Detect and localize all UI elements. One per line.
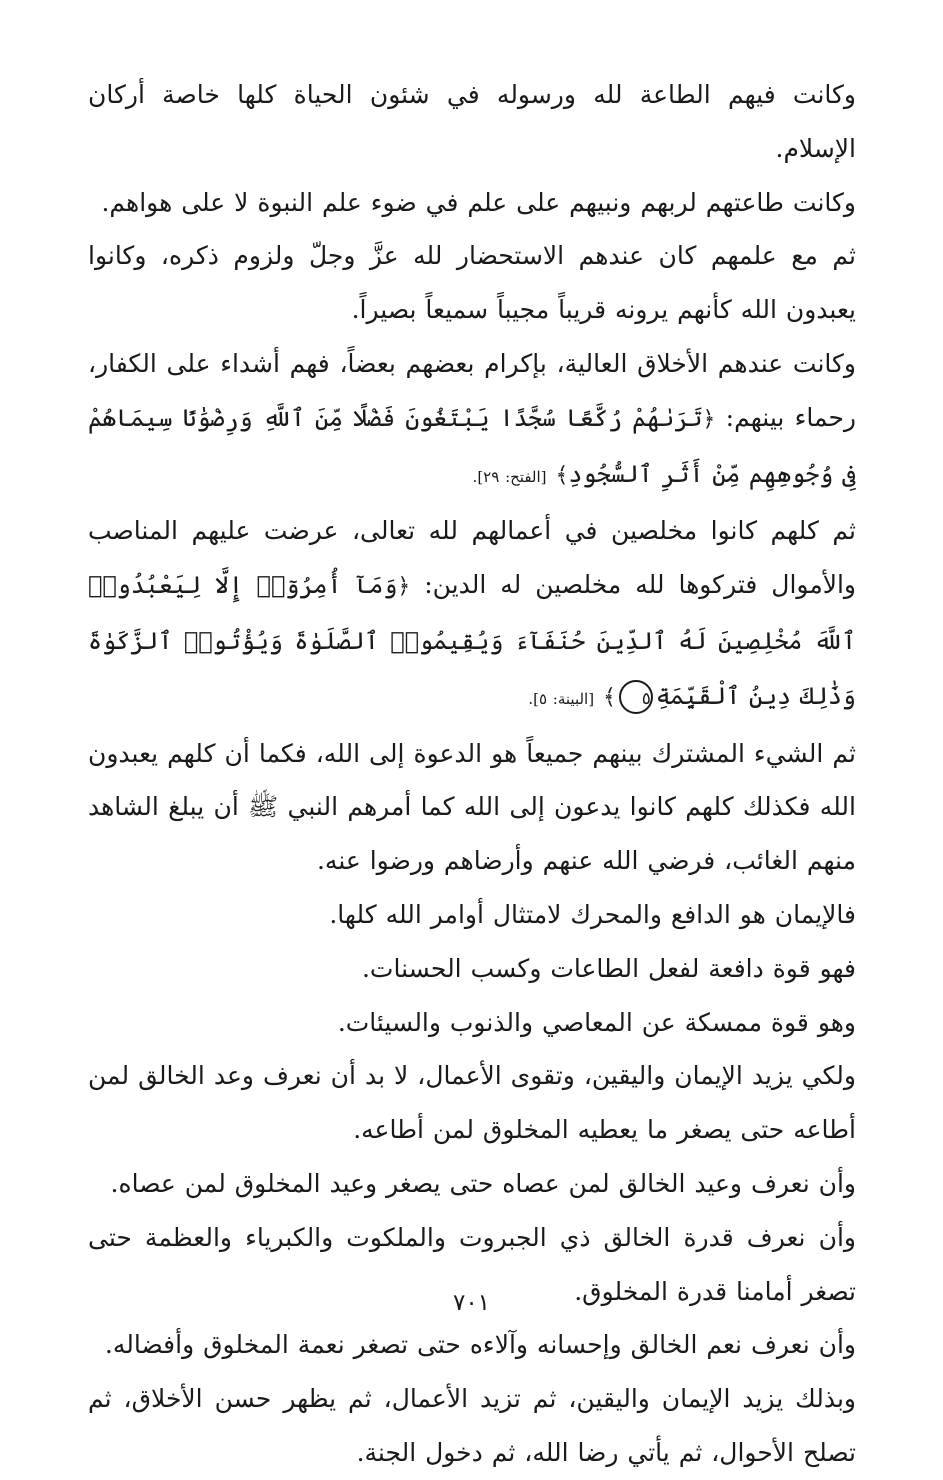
quran-verse: وَمَآ أُمِرُوٓا۟ إِلَّا لِيَعْبُدُوا۟ ٱللَّهَ مُخْلِصِينَ لَهُ ٱلدِّينَ حُنَفَآءَ وَيُقِيمُوا۟ ٱلصَّلَوٰةَ وَيُؤْتُوا۟ ٱلزَّكَوٰةَ وَذَٰلِكَ دِينُ ٱلْقَيِّمَةِ (88, 571, 856, 710)
quran-brace-close: ﴾ (555, 462, 569, 488)
paragraph: فالإيمان هو الدافع والمحرك لامتثال أوامر الله كلها. (329, 899, 856, 929)
paragraph: ثم الشيء المشترك بينهم جميعاً هو الدعوة إلى الله، فكما أن كلهم يعبدون الله فكذلك كلهم كانوا يدعون إلى الله كما أمرهم النبي ﷺ أن يبلغ الشاهد منهم الغائب، فرضي الله عنهم وأرضاهم ورضوا عنه. (88, 738, 856, 876)
paragraph: وأن نعرف قدرة الخالق ذي الجبروت والملكوت والكبرياء والعظمة حتى تصغر أمامنا قدرة المخلوق. (88, 1222, 856, 1306)
verse-reference: [الفتح: ٢٩]. (472, 467, 547, 486)
paragraph-text: وكانت عندهم الأخلاق العالية، بإكرام بعضهم بعضاً، فهم أشداء على الكفار، رحماء بينهم: (88, 348, 856, 432)
paragraph: فهو قوة دافعة لفعل الطاعات وكسب الحسنات. (361, 953, 856, 983)
paragraph: وهو قوة ممسكة عن المعاصي والذنوب والسيئات. (337, 1007, 856, 1037)
paragraph: وكانت فيهم الطاعة لله ورسوله في شئون الحياة كلها خاصة أركان الإسلام. (88, 80, 856, 163)
paragraph: وأن نعرف وعيد الخالق لمن عصاه حتى يصغر وعيد المخلوق لمن عصاه. (110, 1168, 856, 1198)
quran-brace-close: ﴾ (603, 684, 616, 710)
quran-brace-open: ﴿ (397, 574, 411, 600)
quran-brace-open: ﴿ (702, 406, 716, 432)
ayah-number-marker: ٥ (619, 680, 653, 714)
paragraph: ثم مع علمهم كان عندهم الاستحضار لله عزَّ وجلّ ولزوم ذكره، وكانوا يعبدون الله كأنهم يرونه قريباً مجيباً سميعاً بصيراً. (88, 241, 856, 325)
paragraph: وبذلك يزيد الإيمان واليقين، ثم تزيد الأعمال، ثم يظهر حسن الأخلاق، ثم تصلح الأحوال، ثم يأتي رضا الله، ثم دخول الجنة. (88, 1384, 856, 1467)
paragraph-with-quran-verse (88, 337, 856, 504)
verse-reference: [البينة: ٥]. (528, 689, 595, 708)
quran-verse: تَرَىٰهُمْ رُكَّعًا سُجَّدًا يَبْتَغُونَ فَضْلًا مِّنَ ٱللَّهِ وَرِضْوَٰنًا سِيمَاهُمْ فِى وُجُوهِهِم مِّنْ أَثَرِ ٱلسُّجُودِ (88, 403, 856, 488)
paragraph-text: ثم كلهم كانوا مخلصين في أعمالهم لله تعالى، عرضت عليهم المناصب والأموال فتركوها لله مخلصين له الدين: (88, 516, 856, 600)
page-number: ٧٠١ (452, 1290, 491, 1316)
paragraph: وأن نعرف نعم الخالق وإحسانه وآلاءه حتى تصغر نعمة المخلوق وأفضاله. (104, 1330, 856, 1360)
page-body (88, 68, 856, 1480)
paragraph-with-quran-verse (88, 504, 856, 726)
paragraph: ولكي يزيد الإيمان واليقين، وتقوى الأعمال، لا بد أن نعرف وعد الخالق لمن أطاعه حتى يصغر ما يعطيه المخلوق لمن أطاعه. (88, 1061, 856, 1145)
paragraph: وكانت طاعتهم لربهم ونبيهم على علم في ضوء علم النبوة لا على هواهم. (101, 187, 856, 217)
